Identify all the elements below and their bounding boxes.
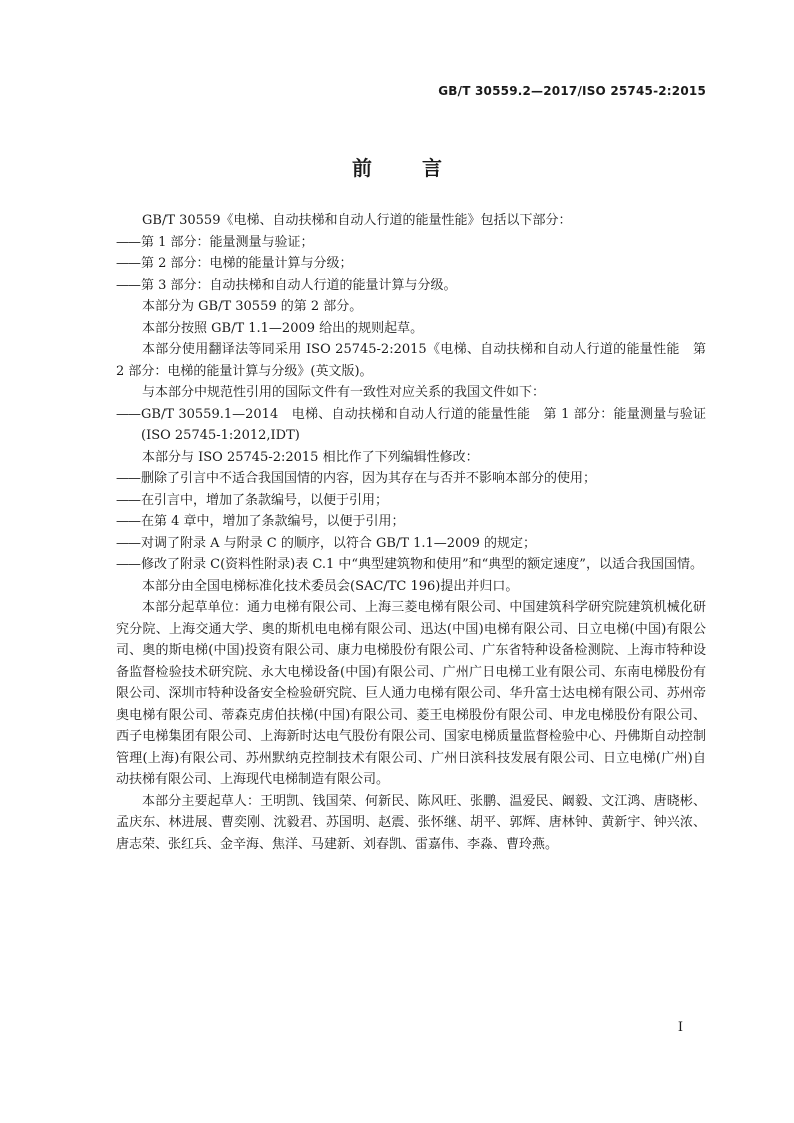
list-item bbox=[116, 554, 706, 576]
drafting-units-paragraph: 本部分起草单位：通力电梯有限公司、上海三菱电梯有限公司、中国建筑科学研究院建筑机械化研究分院、上海交通大学、奥的斯机电电梯有限公司、迅达(中国)电梯有限公司、日立电梯(中国)有限公司、奥的斯电梯(中国)投资有限公司、康力电梯股份有限公司、广东省特种设备检测院、上海市特种设备监督检验技术研究院、永大电梯设备(中国)有限公司、广州广日电梯工业有限公司、东南电梯股份有限公司、深圳市特种设备安全检验研究院、巨人通力电梯有限公司、华升富士达电梯有限公司、苏州帝奥电梯有限公司、蒂森克虏伯扶梯(中国)有限公司、菱王电梯股份有限公司、申龙电梯股份有限公司、西子电梯集团有限公司、上海新时达电气股份有限公司、国家电梯质量监督检验中心、丹佛斯自动控制管理(上海)有限公司、苏州默纳克控制技术有限公司、广州日滨科技发展有限公司、日立电梯(广州)自动扶梯有限公司、上海现代电梯制造有限公司。 bbox=[116, 600, 706, 787]
title-char-1: 前 bbox=[352, 156, 372, 180]
list-dash: —— bbox=[116, 492, 140, 508]
paragraph: 本部分由全国电梯标准化技术委员会(SAC/TC 196)提出并归口。 bbox=[142, 578, 519, 594]
title-char-2: 言 bbox=[422, 156, 442, 180]
list-dash: —— bbox=[116, 471, 140, 486]
list-item bbox=[116, 511, 706, 533]
list-item-text: 在第 4 章中，增加了条款编号，以便于引用； bbox=[141, 514, 405, 529]
list-item bbox=[116, 468, 706, 490]
list-item bbox=[116, 533, 706, 555]
list-item-text: 对调了附录 A 与附录 C 的顺序，以符合 GB/T 1.1—2009 的规定； bbox=[141, 535, 537, 551]
page-number: I bbox=[677, 1020, 683, 1035]
standard-code: GB/T 30559.2—2017/ISO 25745-2:2015 bbox=[438, 84, 706, 98]
page-title bbox=[0, 152, 794, 181]
intro-paragraph: GB/T 30559《电梯、自动扶梯和自动人行道的能量性能》包括以下部分： bbox=[142, 213, 572, 228]
list-item-text: 第 1 部分：能量测量与验证； bbox=[141, 234, 314, 250]
list-dash: —— bbox=[116, 406, 140, 422]
list-item bbox=[116, 404, 706, 447]
paragraph: 本部分按照 GB/T 1.1—2009 给出的规则起草。 bbox=[142, 320, 424, 336]
list-item bbox=[116, 253, 706, 275]
list-item-text: 第 3 部分：自动扶梯和自动人行道的能量计算与分级。 bbox=[141, 277, 457, 293]
list-item bbox=[116, 275, 706, 297]
paragraph: 与本部分中规范性引用的国际文件有一致性对应关系的我国文件如下： bbox=[142, 385, 546, 400]
paragraph: 本部分为 GB/T 30559 的第 2 部分。 bbox=[142, 299, 363, 314]
list-item-text: 在引言中，增加了条款编号，以便于引用； bbox=[141, 492, 389, 508]
list-dash: —— bbox=[116, 514, 140, 529]
drafters-paragraph: 本部分主要起草人：王明凯、钱国荣、何新民、陈风旺、张鹏、温爱民、阚毅、文江鸿、唐晓彬、孟庆东、林进展、曹奕刚、沈毅君、苏国明、赵震、张怀继、胡平、郭辉、唐林钟、黄新宇、钟兴浓、唐志荣、张红兵、金辛海、焦洋、马建新、刘春凯、雷嘉伟、李淼、曹玲燕。 bbox=[116, 793, 706, 852]
paragraph: 本部分使用翻译法等同采用 ISO 25745-2:2015《电梯、自动扶梯和自动人行道的能量性能 第 2 部分：电梯的能量计算与分级》(英文版)。 bbox=[116, 342, 706, 379]
list-item-text: 修改了附录 C(资料性附录)表 C.1 中“典型建筑物和使用”和“典型的额定速度”，以适合我国国情。 bbox=[141, 557, 703, 572]
foreword-body bbox=[116, 210, 706, 855]
list-item-text: GB/T 30559.1—2014 电梯、自动扶梯和自动人行道的能量性能 第 1 部分：能量测量与验证(ISO 25745-1:2012,IDT) bbox=[141, 406, 706, 443]
list-dash: —— bbox=[116, 557, 140, 572]
list-dash: —— bbox=[116, 234, 140, 250]
paragraph: 本部分与 ISO 25745-2:2015 相比作了下列编辑性修改： bbox=[142, 449, 479, 465]
list-item bbox=[116, 490, 706, 512]
list-dash: —— bbox=[116, 256, 140, 271]
list-item bbox=[116, 232, 706, 254]
list-dash: —— bbox=[116, 535, 140, 551]
list-dash: —— bbox=[116, 277, 140, 293]
list-item-text: 第 2 部分：电梯的能量计算与分级； bbox=[141, 256, 353, 271]
list-item-text: 删除了引言中不适合我国国情的内容，因为其存在与否并不影响本部分的使用； bbox=[141, 471, 597, 486]
